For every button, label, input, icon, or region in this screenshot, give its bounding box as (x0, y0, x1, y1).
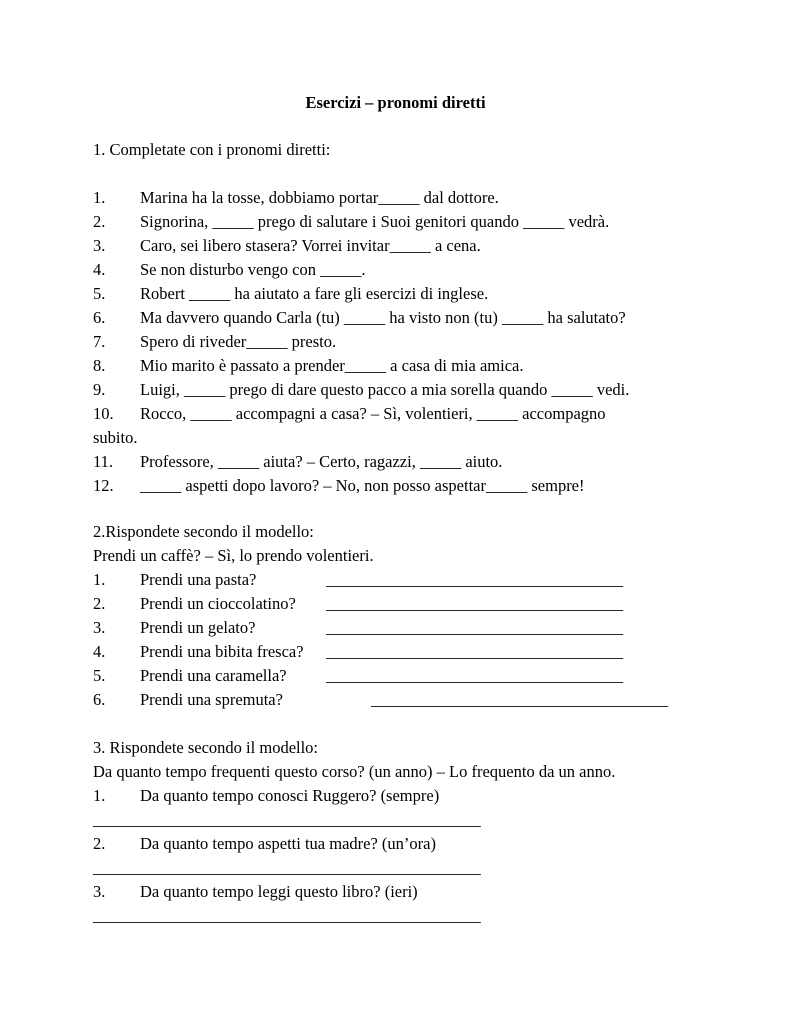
item-number: 9. (93, 380, 106, 399)
item-number: 1. (93, 188, 106, 207)
item-number: 6. (93, 308, 106, 327)
item-text: Se non disturbo vengo con _____. (140, 260, 366, 279)
item-number: 5. (93, 666, 106, 685)
item-text: Robert _____ ha aiutato a fare gli esercizi di inglese. (140, 284, 489, 303)
answer-blank: ____________________________________ (371, 690, 668, 709)
item-number: 2. (93, 594, 106, 613)
section3-model: Da quanto tempo frequenti questo corso? (un anno) – Lo frequento da un anno. (93, 762, 616, 781)
item-text: Prendi una caramella? (140, 666, 287, 685)
item-text: Caro, sei libero stasera? Vorrei invitar_____ a cena. (140, 236, 481, 255)
section2-model: Prendi un caffè? – Sì, lo prendo volentieri. (93, 546, 374, 565)
s3-answer-blank-1: _______________________________________________ (93, 810, 481, 829)
item-text: Rocco, _____ accompagni a casa? – Sì, volentieri, _____ accompagno (140, 404, 606, 423)
item-text: Da quanto tempo leggi questo libro? (ieri) (140, 882, 418, 901)
item-number: 3. (93, 236, 106, 255)
item-number: 10. (93, 404, 114, 423)
answer-blank: ____________________________________ (326, 570, 623, 589)
section1-heading: 1. Completate con i pronomi diretti: (93, 140, 331, 159)
item-number: 1. (93, 570, 106, 589)
item-text: Prendi una spremuta? (140, 690, 283, 709)
page-title: Esercizi – pronomi diretti (305, 93, 486, 112)
item-number: 4. (93, 642, 106, 661)
answer-blank: ____________________________________ (326, 666, 623, 685)
item-text: Marina ha la tosse, dobbiamo portar_____ dal dottore. (140, 188, 499, 207)
answer-blank: ____________________________________ (326, 594, 623, 613)
item-text: Prendi una pasta? (140, 570, 257, 589)
item-number: 6. (93, 690, 106, 709)
item-number: 2. (93, 834, 106, 853)
item-text: Prendi una bibita fresca? (140, 642, 304, 661)
item-text: Signorina, _____ prego di salutare i Suoi genitori quando _____ vedrà. (140, 212, 610, 231)
item-number: 2. (93, 212, 106, 231)
item-number: 12. (93, 476, 114, 495)
item-number: 1. (93, 786, 106, 805)
item-text: Da quanto tempo conosci Ruggero? (sempre) (140, 786, 440, 805)
item-text: Luigi, _____ prego di dare questo pacco a mia sorella quando _____ vedi. (140, 380, 630, 399)
item-number: 8. (93, 356, 106, 375)
item-number: 4. (93, 260, 106, 279)
answer-blank: ____________________________________ (326, 618, 623, 637)
s1-item-10-continuation: subito. (93, 428, 138, 447)
item-number: 11. (93, 452, 114, 471)
item-text: Spero di riveder_____ presto. (140, 332, 337, 351)
section3-heading: 3. Rispondete secondo il modello: (93, 738, 319, 757)
item-text: Professore, _____ aiuta? – Certo, ragazzi, _____ aiuto. (140, 452, 503, 471)
s3-answer-blank-2: _______________________________________________ (93, 858, 481, 877)
item-text: Prendi un cioccolatino? (140, 594, 296, 613)
item-number: 5. (93, 284, 106, 303)
item-text: Mio marito è passato a prender_____ a casa di mia amica. (140, 356, 524, 375)
item-number: 3. (93, 882, 106, 901)
item-text: Prendi un gelato? (140, 618, 256, 637)
item-number: 3. (93, 618, 106, 637)
item-text: Da quanto tempo aspetti tua madre? (un’ora) (140, 834, 436, 853)
s3-answer-blank-3: _______________________________________________ (93, 906, 481, 925)
item-text: Ma davvero quando Carla (tu) _____ ha visto non (tu) _____ ha salutato? (140, 308, 626, 327)
item-number: 7. (93, 332, 106, 351)
item-text: _____ aspetti dopo lavoro? – No, non posso aspettar_____ sempre! (140, 476, 585, 495)
section2-heading: 2.Rispondete secondo il modello: (93, 522, 314, 541)
answer-blank: ____________________________________ (326, 642, 623, 661)
